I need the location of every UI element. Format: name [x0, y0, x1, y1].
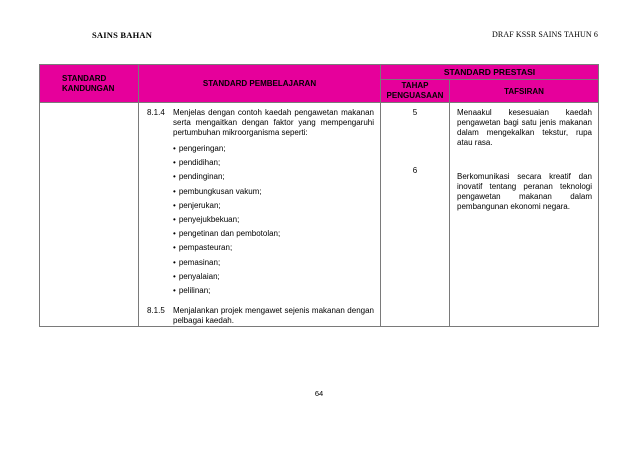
list-item: • pengetinan dan pembotolan;: [173, 229, 374, 239]
list-item: • pempasteuran;: [173, 243, 374, 253]
learning-standard-text: Menjalankan projek mengawet sejenis makanan dengan pelbagai kaedah.: [173, 306, 374, 326]
learning-standard-code: 8.1.5: [147, 306, 165, 316]
cell-tahap-penguasaan: [381, 103, 450, 327]
header-standard-prestasi: STANDARD PRESTASI: [381, 65, 599, 80]
list-item: • pemasinan;: [173, 258, 374, 268]
cell-tafsiran: [450, 103, 599, 327]
preservation-method-list: [173, 144, 374, 296]
header-standard-pembelajaran: STANDARD PEMBELAJARAN: [139, 65, 381, 103]
list-item: • penjerukan;: [173, 201, 374, 211]
list-item: • pendinginan;: [173, 172, 374, 182]
header-document-title: DRAF KSSR SAINS TAHUN 6: [492, 30, 598, 39]
cell-standard-pembelajaran: [139, 103, 381, 327]
list-item: • pelilinan;: [173, 286, 374, 296]
learning-standard-text: Menjelas dengan contoh kaedah pengawetan makanan serta mengaitkan dengan faktor yang mempengaruhi pertumbuhan mikroorganisma seperti:: [173, 108, 374, 137]
list-item: • penyalaian;: [173, 272, 374, 282]
learning-standard-item: [147, 306, 374, 326]
learning-standard-item: [147, 108, 374, 300]
learning-standard-code: 8.1.4: [147, 108, 165, 117]
mastery-level: 5: [412, 108, 418, 117]
list-item: • pembungkusan vakum;: [173, 187, 374, 197]
curriculum-table: [39, 64, 599, 327]
page-number: 64: [314, 389, 324, 398]
list-item: • penyejukbekuan;: [173, 215, 374, 225]
header-tahap-penguasaan: TAHAP PENGUASAAN: [381, 80, 450, 103]
mastery-level: 6: [412, 166, 418, 175]
cell-standard-kandungan: [40, 103, 139, 327]
header-tafsiran: TAFSIRAN: [450, 80, 599, 103]
list-item: • pendidihan;: [173, 158, 374, 168]
header-standard-kandungan: STANDARD KANDUNGAN: [40, 65, 139, 103]
list-item: • pengeringan;: [173, 144, 374, 154]
mastery-interpretation: Menaakul kesesuaian kaedah pengawetan bagi satu jenis makanan dalam mengekalkan tekstur, rupa atau rasa.: [457, 108, 592, 147]
mastery-interpretation: Berkomunikasi secara kreatif dan inovatif tentang peranan teknologi pengawetan makanan dalam pembangunan ekonomi negara.: [457, 172, 592, 211]
header-subject: SAINS BAHAN: [92, 30, 153, 40]
